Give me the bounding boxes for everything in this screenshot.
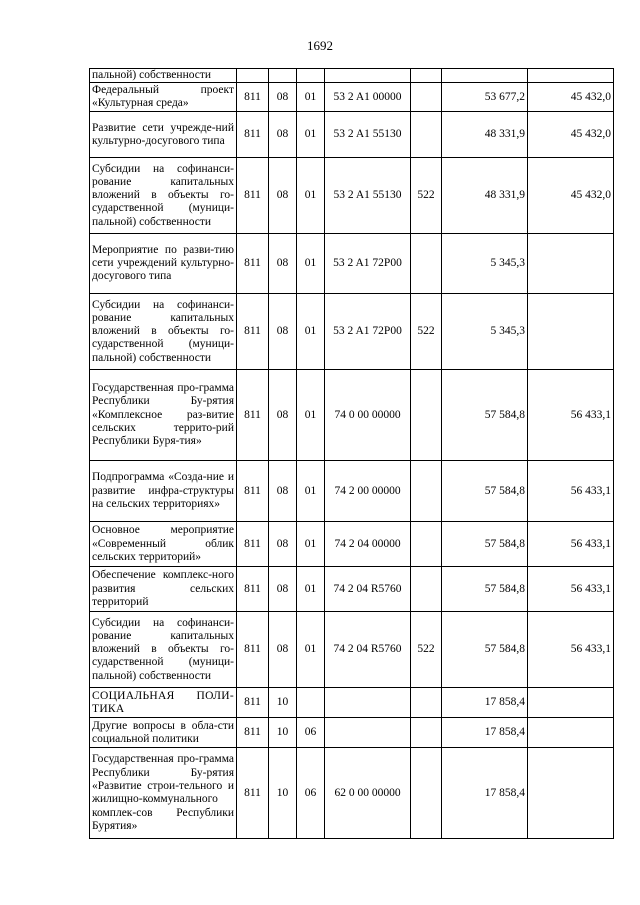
- row-section-code: 08: [269, 112, 297, 158]
- row-target-article: 74 2 00 00000: [325, 461, 411, 522]
- row-section-code: 08: [269, 567, 297, 612]
- table-row: [90, 522, 614, 567]
- row-name: Субсидии на софинанси-рование капитальных вложений в объекты го-сударственной (муници-пальной) собственности: [90, 612, 237, 688]
- row-amount-2: 45 432,0: [528, 112, 614, 158]
- row-name: Подпрограмма «Созда-ние и развитие инфра-структуры на сельских территориях»: [90, 461, 237, 522]
- row-grbs-code: 811: [237, 294, 269, 370]
- row-subsection-code: [297, 688, 325, 718]
- row-target-article: 74 2 04 00000: [325, 522, 411, 567]
- row-grbs-code: 811: [237, 370, 269, 461]
- row-section-code: 08: [269, 234, 297, 294]
- row-expense-type: [411, 461, 442, 522]
- table-row: [90, 612, 614, 688]
- row-name: Субсидии на софинанси-рование капитальных вложений в объекты го-сударственной (муници-пальной) собственности: [90, 158, 237, 234]
- row-section-code: 08: [269, 370, 297, 461]
- budget-table: [89, 68, 614, 839]
- row-target-article: 74 2 04 R5760: [325, 567, 411, 612]
- row-subsection-code: 01: [297, 370, 325, 461]
- row-section-code: 08: [269, 83, 297, 112]
- row-grbs-code: 811: [237, 461, 269, 522]
- row-subsection-code: 06: [297, 718, 325, 748]
- row-subsection-code: 01: [297, 567, 325, 612]
- row-expense-type: [411, 748, 442, 839]
- row-grbs-code: 811: [237, 522, 269, 567]
- table-row: [90, 567, 614, 612]
- row-grbs-code: 811: [237, 612, 269, 688]
- row-name: Развитие сети учрежде-ний культурно-досугового типа: [90, 112, 237, 158]
- row-grbs-code: 811: [237, 718, 269, 748]
- row-subsection-code: 01: [297, 294, 325, 370]
- budget-table-body: [90, 69, 614, 839]
- row-name: Другие вопросы в обла-сти социальной политики: [90, 718, 237, 748]
- row-target-article: 62 0 00 00000: [325, 748, 411, 839]
- row-grbs-code: 811: [237, 748, 269, 839]
- table-row: [90, 748, 614, 839]
- row-expense-type: [411, 718, 442, 748]
- row-subsection-code: 06: [297, 748, 325, 839]
- row-target-article: [325, 69, 411, 83]
- row-target-article: [325, 688, 411, 718]
- row-name: пальной) собственности: [90, 69, 237, 83]
- row-amount-2: 56 433,1: [528, 370, 614, 461]
- row-amount-2: 56 433,1: [528, 567, 614, 612]
- row-expense-type: 522: [411, 158, 442, 234]
- row-amount-1: 5 345,3: [442, 294, 528, 370]
- row-amount-1: 57 584,8: [442, 370, 528, 461]
- row-section-code: [269, 69, 297, 83]
- table-row: [90, 83, 614, 112]
- row-target-article: 53 2 A1 55130: [325, 158, 411, 234]
- row-name: Государственная про-грамма Республики Бу-рятия «Комплексное раз-витие сельских террито-рий Республики Буря-тия»: [90, 370, 237, 461]
- row-expense-type: [411, 370, 442, 461]
- row-subsection-code: [297, 69, 325, 83]
- row-subsection-code: 01: [297, 112, 325, 158]
- row-amount-1: 17 858,4: [442, 688, 528, 718]
- table-row: [90, 370, 614, 461]
- row-expense-type: [411, 83, 442, 112]
- row-target-article: 74 0 00 00000: [325, 370, 411, 461]
- row-amount-1: 57 584,8: [442, 522, 528, 567]
- row-amount-2: 45 432,0: [528, 83, 614, 112]
- row-name: Обеспечение комплекс-ного развития сельских территорий: [90, 567, 237, 612]
- row-section-code: 10: [269, 688, 297, 718]
- row-amount-2: [528, 688, 614, 718]
- row-grbs-code: 811: [237, 112, 269, 158]
- row-amount-2: [528, 294, 614, 370]
- row-expense-type: [411, 234, 442, 294]
- table-row: [90, 158, 614, 234]
- row-amount-1: 17 858,4: [442, 748, 528, 839]
- row-name: Мероприятие по разви-тию сети учреждений культурно-досугового типа: [90, 234, 237, 294]
- table-row: [90, 112, 614, 158]
- row-amount-1: 48 331,9: [442, 112, 528, 158]
- row-name: Субсидии на софинанси-рование капитальных вложений в объекты го-сударственной (муници-пальной) собственности: [90, 294, 237, 370]
- row-expense-type: 522: [411, 612, 442, 688]
- row-expense-type: 522: [411, 294, 442, 370]
- row-subsection-code: 01: [297, 612, 325, 688]
- row-amount-1: 17 858,4: [442, 718, 528, 748]
- row-subsection-code: 01: [297, 461, 325, 522]
- row-expense-type: [411, 567, 442, 612]
- table-row: [90, 69, 614, 83]
- row-section-code: 08: [269, 158, 297, 234]
- table-row: [90, 461, 614, 522]
- row-section-code: 10: [269, 748, 297, 839]
- row-target-article: 53 2 A1 55130: [325, 112, 411, 158]
- row-target-article: 74 2 04 R5760: [325, 612, 411, 688]
- row-grbs-code: 811: [237, 234, 269, 294]
- table-row: [90, 294, 614, 370]
- row-amount-2: 56 433,1: [528, 522, 614, 567]
- row-section-code: 08: [269, 612, 297, 688]
- table-row: [90, 688, 614, 718]
- row-amount-1: [442, 69, 528, 83]
- row-subsection-code: 01: [297, 234, 325, 294]
- row-grbs-code: 811: [237, 158, 269, 234]
- row-name: Основное мероприятие «Современный облик сельских территорий»: [90, 522, 237, 567]
- row-grbs-code: [237, 69, 269, 83]
- row-target-article: [325, 718, 411, 748]
- row-name: СОЦИАЛЬНАЯ ПОЛИ-ТИКА: [90, 688, 237, 718]
- row-section-code: 08: [269, 461, 297, 522]
- row-target-article: 53 2 A1 00000: [325, 83, 411, 112]
- row-amount-1: 53 677,2: [442, 83, 528, 112]
- row-expense-type: [411, 688, 442, 718]
- row-name: Государственная про-грамма Республики Бу-рятия «Развитие строи-тельного и жилищно-коммунального комплек-сов Республики Бурятия»: [90, 748, 237, 839]
- row-amount-2: [528, 69, 614, 83]
- row-expense-type: [411, 69, 442, 83]
- row-amount-1: 48 331,9: [442, 158, 528, 234]
- row-amount-1: 57 584,8: [442, 612, 528, 688]
- row-expense-type: [411, 522, 442, 567]
- row-grbs-code: 811: [237, 567, 269, 612]
- row-amount-2: [528, 748, 614, 839]
- row-subsection-code: 01: [297, 83, 325, 112]
- row-section-code: 10: [269, 718, 297, 748]
- row-expense-type: [411, 112, 442, 158]
- row-amount-2: 45 432,0: [528, 158, 614, 234]
- row-amount-1: 57 584,8: [442, 567, 528, 612]
- table-row: [90, 234, 614, 294]
- page-number: 1692: [307, 38, 333, 53]
- row-amount-2: [528, 718, 614, 748]
- row-section-code: 08: [269, 522, 297, 567]
- row-amount-2: [528, 234, 614, 294]
- row-amount-2: 56 433,1: [528, 461, 614, 522]
- row-grbs-code: 811: [237, 83, 269, 112]
- row-amount-2: 56 433,1: [528, 612, 614, 688]
- row-name: Федеральный проект «Культурная среда»: [90, 83, 237, 112]
- row-target-article: 53 2 A1 72P00: [325, 294, 411, 370]
- row-section-code: 08: [269, 294, 297, 370]
- table-row: [90, 718, 614, 748]
- row-amount-1: 57 584,8: [442, 461, 528, 522]
- row-amount-1: 5 345,3: [442, 234, 528, 294]
- row-subsection-code: 01: [297, 522, 325, 567]
- row-grbs-code: 811: [237, 688, 269, 718]
- row-subsection-code: 01: [297, 158, 325, 234]
- row-target-article: 53 2 A1 72P00: [325, 234, 411, 294]
